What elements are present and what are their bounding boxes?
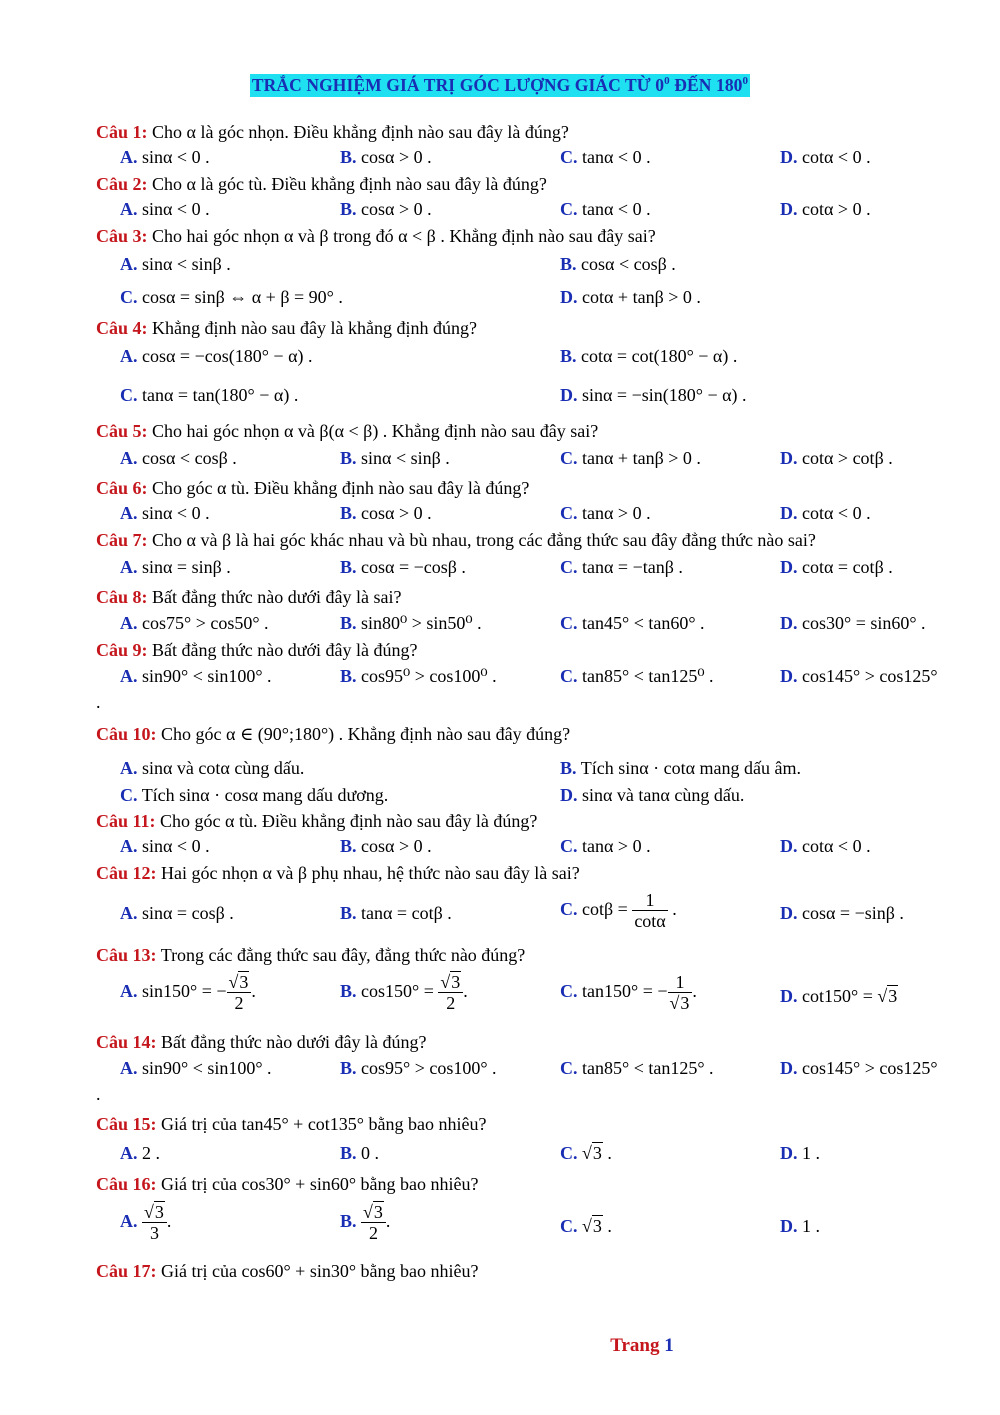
question-text: Bất đẳng thức nào dưới đây là đúng? bbox=[152, 640, 418, 660]
footer-label: Trang bbox=[610, 1335, 660, 1356]
question-number: Câu 6: bbox=[96, 478, 148, 498]
option-label: C. bbox=[560, 503, 578, 523]
option-text: cosα = sinβ ⇔ α + β = 90° . bbox=[142, 287, 343, 307]
q9-trailing-dot: . bbox=[96, 692, 101, 712]
option-text: tanα = cotβ . bbox=[361, 903, 452, 923]
question-17 bbox=[96, 1261, 479, 1282]
option-label: D. bbox=[780, 903, 798, 923]
fraction bbox=[668, 972, 693, 1013]
question-1 bbox=[96, 122, 569, 143]
option-text: sinα và cotα cùng dấu. bbox=[142, 758, 305, 778]
option-text: cos95° > cos100° . bbox=[361, 1058, 497, 1078]
question-16 bbox=[96, 1174, 479, 1195]
question-9 bbox=[96, 640, 417, 661]
question-5 bbox=[96, 421, 598, 442]
q6-option-d[interactable] bbox=[780, 503, 871, 524]
q13-option-d[interactable] bbox=[780, 986, 898, 1007]
fraction-denominator: 2 bbox=[368, 1223, 378, 1244]
option-dot: . bbox=[692, 980, 697, 1001]
question-number: Câu 14: bbox=[96, 1032, 157, 1052]
sqrt: √3 bbox=[582, 1216, 602, 1236]
q5-option-c[interactable] bbox=[560, 448, 701, 469]
option-dot: . bbox=[607, 1143, 612, 1163]
question-text: Giá trị của tan45° + cot135° bằng bao nhiêu? bbox=[161, 1114, 487, 1134]
fraction-numerator: 1 bbox=[632, 890, 667, 911]
fraction-denominator: cotα bbox=[634, 911, 666, 932]
option-label: C. bbox=[560, 1143, 578, 1163]
option-dot: . bbox=[463, 980, 468, 1001]
question-3 bbox=[96, 226, 656, 247]
title-wrap bbox=[0, 74, 1000, 97]
q1-option-a[interactable] bbox=[120, 147, 210, 168]
option-text: cosα > 0 . bbox=[361, 836, 432, 856]
option-label: C. bbox=[560, 836, 578, 856]
option-label: A. bbox=[120, 836, 138, 856]
option-text: tanα > 0 . bbox=[582, 503, 651, 523]
fraction-denominator bbox=[668, 993, 693, 1013]
q14-option-b[interactable] bbox=[340, 1058, 497, 1079]
option-text: cot150° = bbox=[802, 986, 873, 1006]
question-number: Câu 5: bbox=[96, 421, 148, 441]
question-text: Bất đẳng thức nào dưới đây là đúng? bbox=[161, 1032, 427, 1052]
option-label: B. bbox=[340, 147, 357, 167]
q2-option-a[interactable] bbox=[120, 199, 210, 220]
q6-option-b[interactable] bbox=[340, 503, 432, 524]
question-11 bbox=[96, 811, 537, 832]
q12-option-c[interactable] bbox=[560, 890, 677, 931]
option-label: A. bbox=[120, 1210, 138, 1231]
option-label: B. bbox=[560, 254, 577, 274]
q14-option-a[interactable] bbox=[120, 1058, 272, 1079]
option-text: sin90° < sin100° . bbox=[142, 666, 272, 686]
option-text: tan85° < tan125⁰ . bbox=[582, 666, 714, 686]
title-text-2: ĐẾN 180 bbox=[669, 75, 743, 95]
q11-option-d[interactable] bbox=[780, 836, 871, 857]
fraction-numerator bbox=[438, 972, 463, 993]
radicand: 3 bbox=[373, 1202, 383, 1222]
q13-option-c[interactable] bbox=[560, 972, 697, 1013]
page-footer bbox=[0, 1335, 1000, 1357]
option-dot: . bbox=[251, 980, 256, 1001]
question-2 bbox=[96, 174, 547, 195]
radicand: 3 bbox=[451, 972, 461, 992]
q10-option-a[interactable] bbox=[120, 758, 304, 779]
option-label: B. bbox=[340, 1058, 357, 1078]
question-number: Câu 9: bbox=[96, 640, 148, 660]
q8-option-d[interactable] bbox=[780, 613, 926, 634]
question-text: Khẳng định nào sau đây là khẳng định đúng? bbox=[152, 318, 477, 338]
question-text: Hai góc nhọn α và β phụ nhau, hệ thức nào sau đây là sai? bbox=[161, 863, 580, 883]
option-label: D. bbox=[560, 287, 578, 307]
option-text: cosα = −cos(180° − α) . bbox=[142, 346, 313, 366]
q4-option-c[interactable] bbox=[120, 385, 298, 406]
q2-option-c[interactable] bbox=[560, 199, 651, 220]
q10-option-b[interactable] bbox=[560, 758, 801, 779]
option-label: D. bbox=[560, 385, 578, 405]
option-label: A. bbox=[120, 758, 138, 778]
question-number: Câu 3: bbox=[96, 226, 148, 246]
option-label: C. bbox=[120, 785, 138, 805]
q15-option-b[interactable] bbox=[340, 1143, 379, 1164]
option-text: cosα > 0 . bbox=[361, 503, 432, 523]
sqrt: √3 bbox=[144, 1202, 164, 1222]
option-text: sin90° < sin100° . bbox=[142, 1058, 272, 1078]
sqrt: √3 bbox=[440, 972, 461, 992]
option-label: D. bbox=[780, 557, 798, 577]
radicand: 3 bbox=[680, 993, 690, 1014]
sqrt: √3 bbox=[582, 1143, 602, 1163]
fraction bbox=[142, 1202, 167, 1243]
option-label: A. bbox=[120, 666, 138, 686]
fraction-denominator: 3 bbox=[149, 1223, 159, 1244]
fraction-denominator: 2 bbox=[446, 993, 456, 1014]
option-text: cotα = cot(180° − α) . bbox=[581, 346, 738, 366]
option-label: A. bbox=[120, 1143, 138, 1163]
question-number: Câu 4: bbox=[96, 318, 148, 338]
question-text: Cho α là góc tù. Điều khẳng định nào sau đây là đúng? bbox=[152, 174, 547, 194]
q4-option-b[interactable] bbox=[560, 346, 737, 367]
question-6 bbox=[96, 478, 529, 499]
question-7 bbox=[96, 530, 816, 551]
option-text: cosα > 0 . bbox=[361, 199, 432, 219]
question-text: Cho góc α tù. Điều khẳng định nào sau đây là đúng? bbox=[160, 811, 538, 831]
option-text: cotβ = bbox=[582, 898, 628, 919]
option-label: B. bbox=[560, 758, 577, 778]
option-text: cosα > 0 . bbox=[361, 147, 432, 167]
q11-option-a[interactable] bbox=[120, 836, 210, 857]
q4-option-a[interactable] bbox=[120, 346, 313, 367]
option-label: D. bbox=[780, 986, 798, 1006]
q15-option-a[interactable] bbox=[120, 1143, 160, 1164]
option-label: A. bbox=[120, 613, 138, 633]
q1-option-b[interactable] bbox=[340, 147, 432, 168]
option-label: D. bbox=[780, 503, 798, 523]
q12-option-b[interactable] bbox=[340, 903, 452, 924]
question-text: Trong các đẳng thức sau đây, đẳng thức nào đúng? bbox=[160, 945, 526, 965]
option-label: D. bbox=[780, 147, 798, 167]
option-text: 1 . bbox=[802, 1216, 820, 1236]
option-text: cos75° > cos50° . bbox=[142, 613, 269, 633]
option-label: B. bbox=[340, 903, 357, 923]
option-text: sin150° = − bbox=[142, 980, 227, 1001]
option-label: C. bbox=[560, 557, 578, 577]
option-text: cosα < cosβ . bbox=[142, 448, 237, 468]
q3-option-a[interactable] bbox=[120, 254, 231, 275]
sqrt: √3 bbox=[669, 993, 690, 1014]
option-label: B. bbox=[340, 448, 357, 468]
q3-option-c[interactable] bbox=[120, 287, 343, 308]
q3-option-b[interactable] bbox=[560, 254, 676, 275]
fraction-numerator bbox=[142, 1202, 167, 1223]
option-label: C. bbox=[560, 898, 578, 919]
option-label: C. bbox=[560, 980, 578, 1001]
option-text: sinα = cosβ . bbox=[142, 903, 234, 923]
question-4 bbox=[96, 318, 477, 339]
question-14 bbox=[96, 1032, 426, 1053]
option-label: A. bbox=[120, 199, 138, 219]
document-title bbox=[250, 74, 750, 97]
option-label: B. bbox=[340, 836, 357, 856]
option-label: A. bbox=[120, 557, 138, 577]
radicand: 3 bbox=[239, 972, 249, 992]
option-text: 1 . bbox=[802, 1143, 820, 1163]
option-label: A. bbox=[120, 980, 138, 1001]
question-number: Câu 10: bbox=[96, 724, 157, 744]
option-text: cotα > cotβ . bbox=[802, 448, 893, 468]
q5-option-b[interactable] bbox=[340, 448, 450, 469]
option-text: cotα < 0 . bbox=[802, 836, 871, 856]
option-label: D. bbox=[780, 666, 798, 686]
q15-option-c[interactable] bbox=[560, 1143, 612, 1164]
fraction-numerator: 1 bbox=[668, 972, 693, 993]
q2-option-b[interactable] bbox=[340, 199, 432, 220]
question-text: Cho hai góc nhọn α và β trong đó α < β . Khẳng định nào sau đây sai? bbox=[152, 226, 656, 246]
option-text: tanα = tan(180° − α) . bbox=[142, 385, 299, 405]
question-text: Cho hai góc nhọn α và β(α < β) . Khẳng định nào sau đây sai? bbox=[152, 421, 599, 441]
q5-option-d[interactable] bbox=[780, 448, 893, 469]
sqrt: √3 bbox=[877, 986, 898, 1006]
option-text: tanα + tanβ > 0 . bbox=[582, 448, 701, 468]
q14-option-d[interactable] bbox=[780, 1058, 938, 1079]
option-label: C. bbox=[560, 448, 578, 468]
q7-option-c[interactable] bbox=[560, 557, 683, 578]
option-label: A. bbox=[120, 503, 138, 523]
option-label: C. bbox=[560, 1058, 578, 1078]
sqrt: √3 bbox=[363, 1202, 383, 1222]
option-label: B. bbox=[340, 1210, 357, 1231]
question-text: Cho α là góc nhọn. Điều khẳng định nào sau đây là đúng? bbox=[152, 122, 569, 142]
question-text: Giá trị của cos60° + sin30° bằng bao nhiêu? bbox=[161, 1261, 479, 1281]
q13-option-a[interactable] bbox=[120, 972, 256, 1013]
option-label: B. bbox=[340, 666, 357, 686]
option-label: C. bbox=[560, 666, 578, 686]
option-text: cos145° > cos125° bbox=[802, 1058, 938, 1078]
footer-page-number: 1 bbox=[664, 1335, 674, 1356]
option-text: sinα < 0 . bbox=[142, 147, 210, 167]
option-text: cos95⁰ > cos100⁰ . bbox=[361, 666, 497, 686]
radicand: 3 bbox=[592, 1143, 602, 1163]
radicand: 3 bbox=[154, 1202, 164, 1222]
question-number: Câu 17: bbox=[96, 1261, 157, 1281]
option-label: C. bbox=[560, 147, 578, 167]
option-text: cos30° = sin60° . bbox=[802, 613, 926, 633]
q11-option-c[interactable] bbox=[560, 836, 651, 857]
title-sup-1: 0 bbox=[664, 75, 670, 88]
q8-option-a[interactable] bbox=[120, 613, 269, 634]
q13-option-b[interactable] bbox=[340, 972, 468, 1013]
question-10 bbox=[96, 724, 570, 745]
option-text: cosα = −cosβ . bbox=[361, 557, 466, 577]
fraction bbox=[227, 972, 252, 1013]
q6-option-a[interactable] bbox=[120, 503, 210, 524]
option-text: cotα = cotβ . bbox=[802, 557, 893, 577]
option-text: Tích sinα · cosα mang dấu dương. bbox=[141, 785, 389, 805]
option-text: cos150° = bbox=[361, 980, 434, 1001]
option-label: D. bbox=[780, 448, 798, 468]
option-text: tanα = −tanβ . bbox=[582, 557, 683, 577]
question-13 bbox=[96, 945, 525, 966]
option-label: C. bbox=[120, 287, 138, 307]
option-text: tanα < 0 . bbox=[582, 147, 651, 167]
option-text: sinα < 0 . bbox=[142, 199, 210, 219]
option-text: tanα < 0 . bbox=[582, 199, 651, 219]
option-label: B. bbox=[340, 613, 357, 633]
q10-option-c[interactable] bbox=[120, 785, 388, 806]
q16-option-d[interactable] bbox=[780, 1216, 820, 1237]
question-number: Câu 2: bbox=[96, 174, 148, 194]
option-label: D. bbox=[780, 836, 798, 856]
option-label: D. bbox=[780, 1058, 798, 1078]
option-text: Tích sinα · cotα mang dấu âm. bbox=[580, 758, 802, 778]
question-number: Câu 12: bbox=[96, 863, 157, 883]
question-8 bbox=[96, 587, 401, 608]
q10-option-d[interactable] bbox=[560, 785, 744, 806]
q8-option-c[interactable] bbox=[560, 613, 705, 634]
option-text: sinα = −sin(180° − α) . bbox=[582, 385, 747, 405]
option-label: D. bbox=[780, 199, 798, 219]
option-text: tan45° < tan60° . bbox=[582, 613, 705, 633]
question-number: Câu 13: bbox=[96, 945, 157, 965]
option-text: sinα và tanα cùng dấu. bbox=[582, 785, 745, 805]
q9-option-a[interactable] bbox=[120, 666, 272, 687]
option-text: sinα < sinβ . bbox=[361, 448, 450, 468]
q11-option-b[interactable] bbox=[340, 836, 432, 857]
q7-option-b[interactable] bbox=[340, 557, 466, 578]
option-label: B. bbox=[560, 346, 577, 366]
fraction bbox=[632, 890, 667, 931]
q12-option-a[interactable] bbox=[120, 903, 234, 924]
option-dot: . bbox=[385, 1210, 391, 1231]
radicand: 3 bbox=[592, 1216, 602, 1236]
radicand: 3 bbox=[888, 986, 898, 1006]
option-label: B. bbox=[340, 1143, 357, 1163]
fraction-numerator bbox=[227, 972, 252, 993]
option-label: D. bbox=[780, 1143, 798, 1163]
option-label: C. bbox=[120, 385, 138, 405]
fraction-numerator bbox=[361, 1202, 386, 1223]
option-label: B. bbox=[340, 503, 357, 523]
q1-option-d[interactable] bbox=[780, 147, 871, 168]
option-text: cosα = −sinβ . bbox=[802, 903, 904, 923]
q9-option-d[interactable] bbox=[780, 666, 938, 687]
question-number: Câu 7: bbox=[96, 530, 148, 550]
option-label: C. bbox=[560, 613, 578, 633]
question-12 bbox=[96, 863, 580, 884]
option-label: A. bbox=[120, 346, 138, 366]
question-text: Cho góc α tù. Điều khẳng định nào sau đây là đúng? bbox=[152, 478, 530, 498]
q5-option-a[interactable] bbox=[120, 448, 237, 469]
question-text: Bất đẳng thức nào dưới đây là sai? bbox=[152, 587, 402, 607]
option-label: C. bbox=[560, 199, 578, 219]
fraction bbox=[438, 972, 463, 1013]
question-text: Cho góc α ∈ (90°;180°) . Khẳng định nào sau đây đúng? bbox=[161, 724, 571, 744]
title-text-1: TRẮC NGHIỆM GIÁ TRỊ GÓC LƯỢNG GIÁC TỪ 0 bbox=[251, 75, 665, 95]
fraction bbox=[361, 1202, 386, 1243]
q7-option-d[interactable] bbox=[780, 557, 893, 578]
q8-option-b[interactable] bbox=[340, 613, 482, 634]
q12-option-d[interactable] bbox=[780, 903, 904, 924]
option-label: A. bbox=[120, 147, 138, 167]
question-number: Câu 15: bbox=[96, 1114, 157, 1134]
q16-option-a[interactable] bbox=[120, 1202, 171, 1243]
option-text: cotα > 0 . bbox=[802, 199, 871, 219]
q14-trailing-dot: . bbox=[96, 1084, 101, 1104]
option-dot: . bbox=[166, 1210, 172, 1231]
question-number: Câu 16: bbox=[96, 1174, 157, 1194]
q16-option-c[interactable] bbox=[560, 1216, 612, 1237]
option-text: sinα < 0 . bbox=[142, 503, 210, 523]
option-label: A. bbox=[120, 254, 138, 274]
question-text: Cho α và β là hai góc khác nhau và bù nhau, trong các đẳng thức sau đây đẳng thức nào sai? bbox=[152, 530, 816, 550]
q6-option-c[interactable] bbox=[560, 503, 651, 524]
q1-option-c[interactable] bbox=[560, 147, 651, 168]
option-text: sin80⁰ > sin50⁰ . bbox=[361, 613, 482, 633]
sqrt: √3 bbox=[228, 972, 249, 992]
title-sup-2: 0 bbox=[742, 75, 749, 88]
option-label: B. bbox=[340, 199, 357, 219]
q2-option-d[interactable] bbox=[780, 199, 871, 220]
question-number: Câu 8: bbox=[96, 587, 148, 607]
option-label: A. bbox=[120, 903, 138, 923]
option-label: B. bbox=[340, 557, 357, 577]
option-text: 0 . bbox=[361, 1143, 380, 1163]
option-text: cotα < 0 . bbox=[802, 503, 871, 523]
q4-option-d[interactable] bbox=[560, 385, 747, 406]
question-text: Giá trị của cos30° + sin60° bằng bao nhiêu? bbox=[161, 1174, 479, 1194]
option-label: D. bbox=[560, 785, 578, 805]
q15-option-d[interactable] bbox=[780, 1143, 820, 1164]
q9-option-c[interactable] bbox=[560, 666, 714, 687]
question-15 bbox=[96, 1114, 486, 1135]
option-dot: . bbox=[607, 1216, 612, 1236]
option-text: cosα < cosβ . bbox=[581, 254, 676, 274]
q7-option-a[interactable] bbox=[120, 557, 231, 578]
option-dot: . bbox=[672, 898, 677, 919]
option-text: cotα + tanβ > 0 . bbox=[582, 287, 701, 307]
option-label: C. bbox=[560, 1216, 578, 1236]
q3-option-d[interactable] bbox=[560, 287, 701, 308]
fraction-denominator: 2 bbox=[234, 993, 244, 1014]
question-number: Câu 11: bbox=[96, 811, 156, 831]
question-number: Câu 1: bbox=[96, 122, 148, 142]
option-text: cos145° > cos125° bbox=[802, 666, 938, 686]
option-text: sinα = sinβ . bbox=[142, 557, 231, 577]
q14-option-c[interactable] bbox=[560, 1058, 714, 1079]
q9-option-b[interactable] bbox=[340, 666, 497, 687]
option-text: tan85° < tan125° . bbox=[582, 1058, 714, 1078]
option-label: D. bbox=[780, 1216, 798, 1236]
q16-option-b[interactable] bbox=[340, 1202, 390, 1243]
option-text: tan150° = − bbox=[582, 980, 668, 1001]
option-text: sinα < 0 . bbox=[142, 836, 210, 856]
option-text: tanα > 0 . bbox=[582, 836, 651, 856]
option-text: cotα < 0 . bbox=[802, 147, 871, 167]
option-label: D. bbox=[780, 613, 798, 633]
option-text: 2 . bbox=[142, 1143, 160, 1163]
option-label: A. bbox=[120, 1058, 138, 1078]
option-label: A. bbox=[120, 448, 138, 468]
option-text: sinα < sinβ . bbox=[142, 254, 231, 274]
option-label: B. bbox=[340, 980, 357, 1001]
